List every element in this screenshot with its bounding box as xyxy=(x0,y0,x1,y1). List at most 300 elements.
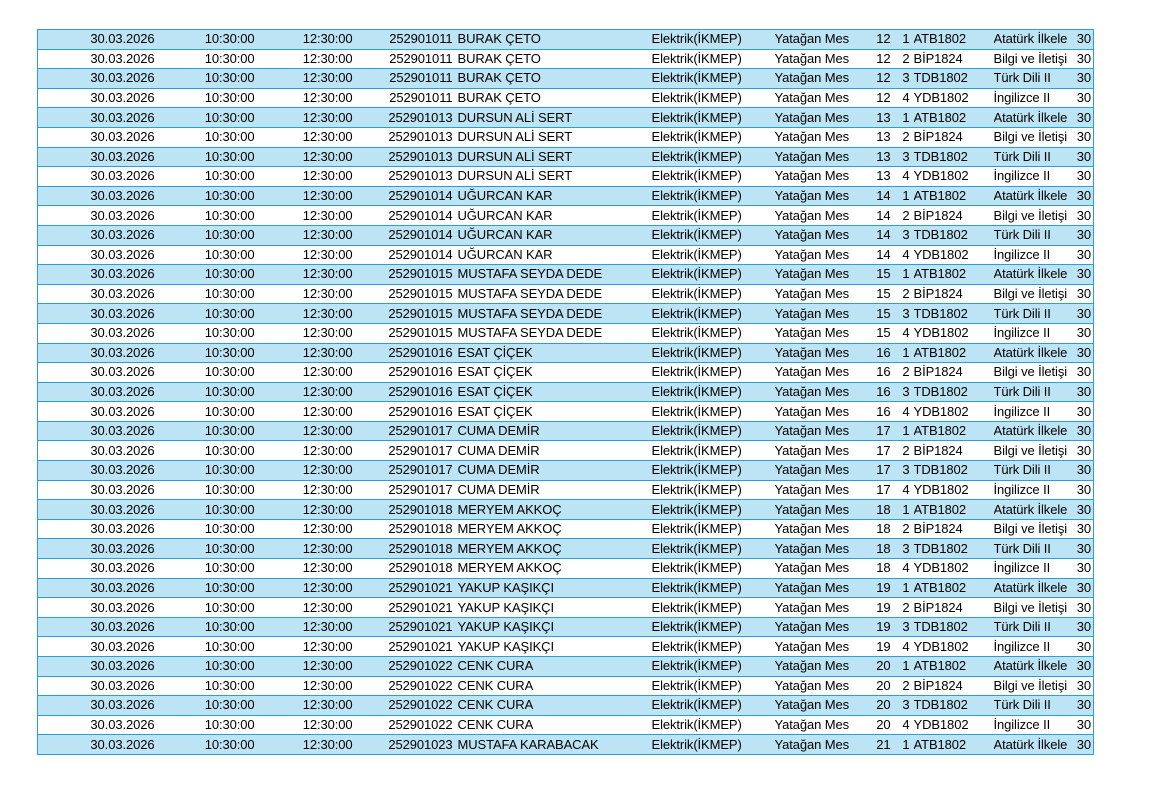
department-cell: Elektrik(İKMEP) xyxy=(652,637,775,657)
student-id-cell: 252901011 xyxy=(363,30,458,50)
course-name-cell: Türk Dili II xyxy=(994,147,1072,167)
exam-date-cell: 30.03.2026 xyxy=(38,343,169,363)
exam-date-cell: 30.03.2026 xyxy=(38,617,169,637)
exam-place-cell: Yatağan Mes xyxy=(775,69,863,89)
course-code-cell: YDB1802 xyxy=(914,88,994,108)
end-time-cell: 12:30:00 xyxy=(265,461,363,481)
department-cell: Elektrik(İKMEP) xyxy=(652,480,775,500)
course-code-cell: TDB1802 xyxy=(914,225,994,245)
course-name-cell: Atatürk İlkele xyxy=(994,343,1072,363)
start-time-cell: 10:30:00 xyxy=(169,127,265,147)
exam-place-cell: Yatağan Mes xyxy=(775,343,863,363)
end-time-cell: 12:30:00 xyxy=(265,265,363,285)
course-name-cell: Bilgi ve İletişi xyxy=(994,127,1072,147)
session-number-cell: 4 xyxy=(899,88,914,108)
room-number-cell: 13 xyxy=(863,108,899,128)
exam-date-cell: 30.03.2026 xyxy=(38,225,169,245)
duration-cell: 30 xyxy=(1072,127,1094,147)
course-name-cell: Atatürk İlkele xyxy=(994,578,1072,598)
student-name-cell: DURSUN ALİ SERT xyxy=(458,147,652,167)
course-name-cell: Türk Dili II xyxy=(994,539,1072,559)
student-id-cell: 252901018 xyxy=(363,559,458,579)
room-number-cell: 17 xyxy=(863,441,899,461)
student-name-cell: DURSUN ALİ SERT xyxy=(458,167,652,187)
start-time-cell: 10:30:00 xyxy=(169,578,265,598)
duration-cell: 30 xyxy=(1072,265,1094,285)
exam-place-cell: Yatağan Mes xyxy=(775,304,863,324)
end-time-cell: 12:30:00 xyxy=(265,304,363,324)
course-code-cell: YDB1802 xyxy=(914,637,994,657)
room-number-cell: 16 xyxy=(863,343,899,363)
table-row xyxy=(38,559,1094,579)
course-code-cell: ATB1802 xyxy=(914,343,994,363)
exam-date-cell: 30.03.2026 xyxy=(38,284,169,304)
course-code-cell: ATB1802 xyxy=(914,578,994,598)
table-row xyxy=(38,127,1094,147)
start-time-cell: 10:30:00 xyxy=(169,461,265,481)
course-name-cell: Bilgi ve İletişi xyxy=(994,284,1072,304)
start-time-cell: 10:30:00 xyxy=(169,30,265,50)
duration-cell: 30 xyxy=(1072,441,1094,461)
end-time-cell: 12:30:00 xyxy=(265,500,363,520)
department-cell: Elektrik(İKMEP) xyxy=(652,735,775,755)
duration-cell: 30 xyxy=(1072,363,1094,383)
exam-date-cell: 30.03.2026 xyxy=(38,519,169,539)
student-id-cell: 252901018 xyxy=(363,500,458,520)
table-row xyxy=(38,676,1094,696)
end-time-cell: 12:30:00 xyxy=(265,30,363,50)
exam-date-cell: 30.03.2026 xyxy=(38,265,169,285)
course-code-cell: ATB1802 xyxy=(914,500,994,520)
start-time-cell: 10:30:00 xyxy=(169,735,265,755)
student-id-cell: 252901018 xyxy=(363,519,458,539)
duration-cell: 30 xyxy=(1072,735,1094,755)
room-number-cell: 13 xyxy=(863,167,899,187)
course-code-cell: TDB1802 xyxy=(914,617,994,637)
session-number-cell: 2 xyxy=(899,206,914,226)
session-number-cell: 1 xyxy=(899,186,914,206)
student-name-cell: YAKUP KAŞIKÇI xyxy=(458,617,652,637)
department-cell: Elektrik(İKMEP) xyxy=(652,88,775,108)
session-number-cell: 3 xyxy=(899,617,914,637)
course-name-cell: Atatürk İlkele xyxy=(994,30,1072,50)
room-number-cell: 17 xyxy=(863,421,899,441)
student-id-cell: 252901022 xyxy=(363,676,458,696)
start-time-cell: 10:30:00 xyxy=(169,49,265,69)
department-cell: Elektrik(İKMEP) xyxy=(652,304,775,324)
exam-place-cell: Yatağan Mes xyxy=(775,186,863,206)
end-time-cell: 12:30:00 xyxy=(265,147,363,167)
exam-place-cell: Yatağan Mes xyxy=(775,500,863,520)
table-row xyxy=(38,304,1094,324)
table-row xyxy=(38,500,1094,520)
course-code-cell: YDB1802 xyxy=(914,167,994,187)
table-row xyxy=(38,735,1094,755)
exam-place-cell: Yatağan Mes xyxy=(775,421,863,441)
exam-place-cell: Yatağan Mes xyxy=(775,578,863,598)
course-code-cell: ATB1802 xyxy=(914,657,994,677)
room-number-cell: 14 xyxy=(863,186,899,206)
department-cell: Elektrik(İKMEP) xyxy=(652,69,775,89)
exam-place-cell: Yatağan Mes xyxy=(775,715,863,735)
student-id-cell: 252901015 xyxy=(363,265,458,285)
exam-place-cell: Yatağan Mes xyxy=(775,480,863,500)
exam-date-cell: 30.03.2026 xyxy=(38,49,169,69)
department-cell: Elektrik(İKMEP) xyxy=(652,147,775,167)
table-row xyxy=(38,578,1094,598)
exam-date-cell: 30.03.2026 xyxy=(38,127,169,147)
exam-date-cell: 30.03.2026 xyxy=(38,559,169,579)
duration-cell: 30 xyxy=(1072,500,1094,520)
exam-place-cell: Yatağan Mes xyxy=(775,598,863,618)
student-id-cell: 252901016 xyxy=(363,343,458,363)
duration-cell: 30 xyxy=(1072,480,1094,500)
start-time-cell: 10:30:00 xyxy=(169,480,265,500)
department-cell: Elektrik(İKMEP) xyxy=(652,186,775,206)
duration-cell: 30 xyxy=(1072,225,1094,245)
room-number-cell: 15 xyxy=(863,284,899,304)
session-number-cell: 1 xyxy=(899,30,914,50)
start-time-cell: 10:30:00 xyxy=(169,500,265,520)
exam-date-cell: 30.03.2026 xyxy=(38,88,169,108)
student-name-cell: CUMA DEMİR xyxy=(458,421,652,441)
exam-date-cell: 30.03.2026 xyxy=(38,676,169,696)
table-row xyxy=(38,461,1094,481)
exam-date-cell: 30.03.2026 xyxy=(38,186,169,206)
exam-place-cell: Yatağan Mes xyxy=(775,519,863,539)
room-number-cell: 16 xyxy=(863,382,899,402)
table-row xyxy=(38,108,1094,128)
room-number-cell: 12 xyxy=(863,88,899,108)
course-code-cell: BİP1824 xyxy=(914,519,994,539)
start-time-cell: 10:30:00 xyxy=(169,88,265,108)
department-cell: Elektrik(İKMEP) xyxy=(652,676,775,696)
course-code-cell: TDB1802 xyxy=(914,304,994,324)
course-name-cell: Atatürk İlkele xyxy=(994,735,1072,755)
student-name-cell: MERYEM AKKOÇ xyxy=(458,500,652,520)
start-time-cell: 10:30:00 xyxy=(169,265,265,285)
student-name-cell: CENK CURA xyxy=(458,696,652,716)
student-name-cell: ESAT ÇİÇEK xyxy=(458,363,652,383)
course-name-cell: Atatürk İlkele xyxy=(994,265,1072,285)
exam-place-cell: Yatağan Mes xyxy=(775,657,863,677)
duration-cell: 30 xyxy=(1072,559,1094,579)
end-time-cell: 12:30:00 xyxy=(265,559,363,579)
duration-cell: 30 xyxy=(1072,206,1094,226)
course-name-cell: İngilizce II xyxy=(994,167,1072,187)
student-name-cell: MUSTAFA SEYDA DEDE xyxy=(458,304,652,324)
session-number-cell: 4 xyxy=(899,559,914,579)
student-id-cell: 252901016 xyxy=(363,402,458,422)
course-code-cell: BİP1824 xyxy=(914,206,994,226)
exam-place-cell: Yatağan Mes xyxy=(775,88,863,108)
course-name-cell: Bilgi ve İletişi xyxy=(994,49,1072,69)
session-number-cell: 4 xyxy=(899,323,914,343)
duration-cell: 30 xyxy=(1072,598,1094,618)
course-name-cell: Atatürk İlkele xyxy=(994,108,1072,128)
exam-date-cell: 30.03.2026 xyxy=(38,30,169,50)
department-cell: Elektrik(İKMEP) xyxy=(652,402,775,422)
exam-date-cell: 30.03.2026 xyxy=(38,715,169,735)
department-cell: Elektrik(İKMEP) xyxy=(652,108,775,128)
session-number-cell: 1 xyxy=(899,657,914,677)
table-row xyxy=(38,617,1094,637)
duration-cell: 30 xyxy=(1072,30,1094,50)
student-name-cell: CENK CURA xyxy=(458,676,652,696)
student-name-cell: CENK CURA xyxy=(458,657,652,677)
duration-cell: 30 xyxy=(1072,637,1094,657)
student-id-cell: 252901013 xyxy=(363,108,458,128)
student-id-cell: 252901021 xyxy=(363,598,458,618)
department-cell: Elektrik(İKMEP) xyxy=(652,265,775,285)
course-code-cell: BİP1824 xyxy=(914,598,994,618)
student-id-cell: 252901017 xyxy=(363,480,458,500)
course-code-cell: ATB1802 xyxy=(914,108,994,128)
table-row xyxy=(38,265,1094,285)
exam-date-cell: 30.03.2026 xyxy=(38,441,169,461)
exam-date-cell: 30.03.2026 xyxy=(38,598,169,618)
table-row xyxy=(38,441,1094,461)
student-id-cell: 252901011 xyxy=(363,88,458,108)
student-id-cell: 252901022 xyxy=(363,715,458,735)
start-time-cell: 10:30:00 xyxy=(169,617,265,637)
department-cell: Elektrik(İKMEP) xyxy=(652,343,775,363)
student-id-cell: 252901021 xyxy=(363,617,458,637)
duration-cell: 30 xyxy=(1072,186,1094,206)
session-number-cell: 4 xyxy=(899,637,914,657)
end-time-cell: 12:30:00 xyxy=(265,696,363,716)
student-id-cell: 252901021 xyxy=(363,637,458,657)
exam-place-cell: Yatağan Mes xyxy=(775,206,863,226)
exam-place-cell: Yatağan Mes xyxy=(775,323,863,343)
exam-date-cell: 30.03.2026 xyxy=(38,696,169,716)
student-id-cell: 252901011 xyxy=(363,49,458,69)
duration-cell: 30 xyxy=(1072,245,1094,265)
start-time-cell: 10:30:00 xyxy=(169,402,265,422)
start-time-cell: 10:30:00 xyxy=(169,363,265,383)
student-id-cell: 252901013 xyxy=(363,147,458,167)
duration-cell: 30 xyxy=(1072,402,1094,422)
exam-date-cell: 30.03.2026 xyxy=(38,402,169,422)
exam-date-cell: 30.03.2026 xyxy=(38,382,169,402)
exam-place-cell: Yatağan Mes xyxy=(775,265,863,285)
student-name-cell: DURSUN ALİ SERT xyxy=(458,127,652,147)
duration-cell: 30 xyxy=(1072,108,1094,128)
exam-date-cell: 30.03.2026 xyxy=(38,147,169,167)
course-name-cell: Atatürk İlkele xyxy=(994,421,1072,441)
table-row xyxy=(38,480,1094,500)
student-name-cell: CUMA DEMİR xyxy=(458,480,652,500)
duration-cell: 30 xyxy=(1072,69,1094,89)
room-number-cell: 20 xyxy=(863,715,899,735)
session-number-cell: 2 xyxy=(899,363,914,383)
end-time-cell: 12:30:00 xyxy=(265,363,363,383)
duration-cell: 30 xyxy=(1072,461,1094,481)
room-number-cell: 18 xyxy=(863,500,899,520)
table-row xyxy=(38,245,1094,265)
start-time-cell: 10:30:00 xyxy=(169,245,265,265)
department-cell: Elektrik(İKMEP) xyxy=(652,49,775,69)
department-cell: Elektrik(İKMEP) xyxy=(652,206,775,226)
course-code-cell: TDB1802 xyxy=(914,147,994,167)
student-id-cell: 252901016 xyxy=(363,363,458,383)
exam-place-cell: Yatağan Mes xyxy=(775,559,863,579)
exam-place-cell: Yatağan Mes xyxy=(775,402,863,422)
course-name-cell: İngilizce II xyxy=(994,637,1072,657)
exam-place-cell: Yatağan Mes xyxy=(775,637,863,657)
session-number-cell: 3 xyxy=(899,461,914,481)
student-id-cell: 252901023 xyxy=(363,735,458,755)
exam-date-cell: 30.03.2026 xyxy=(38,206,169,226)
exam-place-cell: Yatağan Mes xyxy=(775,539,863,559)
student-id-cell: 252901013 xyxy=(363,127,458,147)
end-time-cell: 12:30:00 xyxy=(265,49,363,69)
session-number-cell: 4 xyxy=(899,167,914,187)
table-row xyxy=(38,402,1094,422)
table-row xyxy=(38,715,1094,735)
course-code-cell: YDB1802 xyxy=(914,402,994,422)
end-time-cell: 12:30:00 xyxy=(265,402,363,422)
exam-place-cell: Yatağan Mes xyxy=(775,147,863,167)
start-time-cell: 10:30:00 xyxy=(169,441,265,461)
course-name-cell: İngilizce II xyxy=(994,323,1072,343)
session-number-cell: 4 xyxy=(899,245,914,265)
course-name-cell: Atatürk İlkele xyxy=(994,186,1072,206)
student-name-cell: YAKUP KAŞIKÇI xyxy=(458,578,652,598)
table-row xyxy=(38,696,1094,716)
room-number-cell: 19 xyxy=(863,617,899,637)
table-row xyxy=(38,637,1094,657)
course-code-cell: YDB1802 xyxy=(914,480,994,500)
start-time-cell: 10:30:00 xyxy=(169,284,265,304)
student-id-cell: 252901014 xyxy=(363,225,458,245)
course-code-cell: TDB1802 xyxy=(914,69,994,89)
room-number-cell: 15 xyxy=(863,323,899,343)
table-row xyxy=(38,363,1094,383)
exam-date-cell: 30.03.2026 xyxy=(38,480,169,500)
student-id-cell: 252901014 xyxy=(363,245,458,265)
room-number-cell: 14 xyxy=(863,245,899,265)
course-code-cell: ATB1802 xyxy=(914,30,994,50)
student-id-cell: 252901022 xyxy=(363,657,458,677)
exam-date-cell: 30.03.2026 xyxy=(38,735,169,755)
end-time-cell: 12:30:00 xyxy=(265,676,363,696)
department-cell: Elektrik(İKMEP) xyxy=(652,382,775,402)
exam-place-cell: Yatağan Mes xyxy=(775,617,863,637)
course-code-cell: ATB1802 xyxy=(914,421,994,441)
end-time-cell: 12:30:00 xyxy=(265,284,363,304)
table-row xyxy=(38,323,1094,343)
start-time-cell: 10:30:00 xyxy=(169,539,265,559)
table-row xyxy=(38,69,1094,89)
table-row xyxy=(38,167,1094,187)
start-time-cell: 10:30:00 xyxy=(169,69,265,89)
course-code-cell: ATB1802 xyxy=(914,735,994,755)
course-code-cell: TDB1802 xyxy=(914,539,994,559)
room-number-cell: 12 xyxy=(863,49,899,69)
course-name-cell: Bilgi ve İletişi xyxy=(994,519,1072,539)
course-code-cell: BİP1824 xyxy=(914,127,994,147)
department-cell: Elektrik(İKMEP) xyxy=(652,559,775,579)
exam-place-cell: Yatağan Mes xyxy=(775,167,863,187)
course-code-cell: ATB1802 xyxy=(914,186,994,206)
end-time-cell: 12:30:00 xyxy=(265,69,363,89)
duration-cell: 30 xyxy=(1072,147,1094,167)
room-number-cell: 14 xyxy=(863,206,899,226)
end-time-cell: 12:30:00 xyxy=(265,88,363,108)
session-number-cell: 4 xyxy=(899,715,914,735)
department-cell: Elektrik(İKMEP) xyxy=(652,519,775,539)
student-id-cell: 252901015 xyxy=(363,323,458,343)
room-number-cell: 17 xyxy=(863,461,899,481)
student-name-cell: MERYEM AKKOÇ xyxy=(458,559,652,579)
table-row xyxy=(38,519,1094,539)
exam-place-cell: Yatağan Mes xyxy=(775,461,863,481)
session-number-cell: 1 xyxy=(899,265,914,285)
student-id-cell: 252901017 xyxy=(363,441,458,461)
student-id-cell: 252901018 xyxy=(363,539,458,559)
department-cell: Elektrik(İKMEP) xyxy=(652,461,775,481)
start-time-cell: 10:30:00 xyxy=(169,382,265,402)
exam-date-cell: 30.03.2026 xyxy=(38,539,169,559)
course-code-cell: BİP1824 xyxy=(914,284,994,304)
duration-cell: 30 xyxy=(1072,696,1094,716)
room-number-cell: 12 xyxy=(863,69,899,89)
student-name-cell: YAKUP KAŞIKÇI xyxy=(458,598,652,618)
exam-place-cell: Yatağan Mes xyxy=(775,49,863,69)
exam-place-cell: Yatağan Mes xyxy=(775,225,863,245)
session-number-cell: 2 xyxy=(899,519,914,539)
department-cell: Elektrik(İKMEP) xyxy=(652,539,775,559)
end-time-cell: 12:30:00 xyxy=(265,421,363,441)
student-name-cell: UĞURCAN KAR xyxy=(458,225,652,245)
course-code-cell: TDB1802 xyxy=(914,461,994,481)
duration-cell: 30 xyxy=(1072,167,1094,187)
exam-place-cell: Yatağan Mes xyxy=(775,245,863,265)
exam-date-cell: 30.03.2026 xyxy=(38,323,169,343)
end-time-cell: 12:30:00 xyxy=(265,382,363,402)
session-number-cell: 3 xyxy=(899,304,914,324)
duration-cell: 30 xyxy=(1072,284,1094,304)
table-row xyxy=(38,30,1094,50)
course-code-cell: BİP1824 xyxy=(914,441,994,461)
end-time-cell: 12:30:00 xyxy=(265,637,363,657)
end-time-cell: 12:30:00 xyxy=(265,108,363,128)
student-name-cell: BURAK ÇETO xyxy=(458,88,652,108)
room-number-cell: 20 xyxy=(863,696,899,716)
department-cell: Elektrik(İKMEP) xyxy=(652,225,775,245)
end-time-cell: 12:30:00 xyxy=(265,343,363,363)
session-number-cell: 2 xyxy=(899,676,914,696)
department-cell: Elektrik(İKMEP) xyxy=(652,167,775,187)
exam-date-cell: 30.03.2026 xyxy=(38,421,169,441)
exam-place-cell: Yatağan Mes xyxy=(775,108,863,128)
course-name-cell: İngilizce II xyxy=(994,480,1072,500)
table-row xyxy=(38,206,1094,226)
end-time-cell: 12:30:00 xyxy=(265,245,363,265)
student-name-cell: YAKUP KAŞIKÇI xyxy=(458,637,652,657)
session-number-cell: 2 xyxy=(899,284,914,304)
student-id-cell: 252901014 xyxy=(363,206,458,226)
duration-cell: 30 xyxy=(1072,617,1094,637)
start-time-cell: 10:30:00 xyxy=(169,304,265,324)
session-number-cell: 1 xyxy=(899,578,914,598)
student-id-cell: 252901015 xyxy=(363,304,458,324)
room-number-cell: 18 xyxy=(863,539,899,559)
start-time-cell: 10:30:00 xyxy=(169,421,265,441)
course-name-cell: Türk Dili II xyxy=(994,304,1072,324)
end-time-cell: 12:30:00 xyxy=(265,598,363,618)
